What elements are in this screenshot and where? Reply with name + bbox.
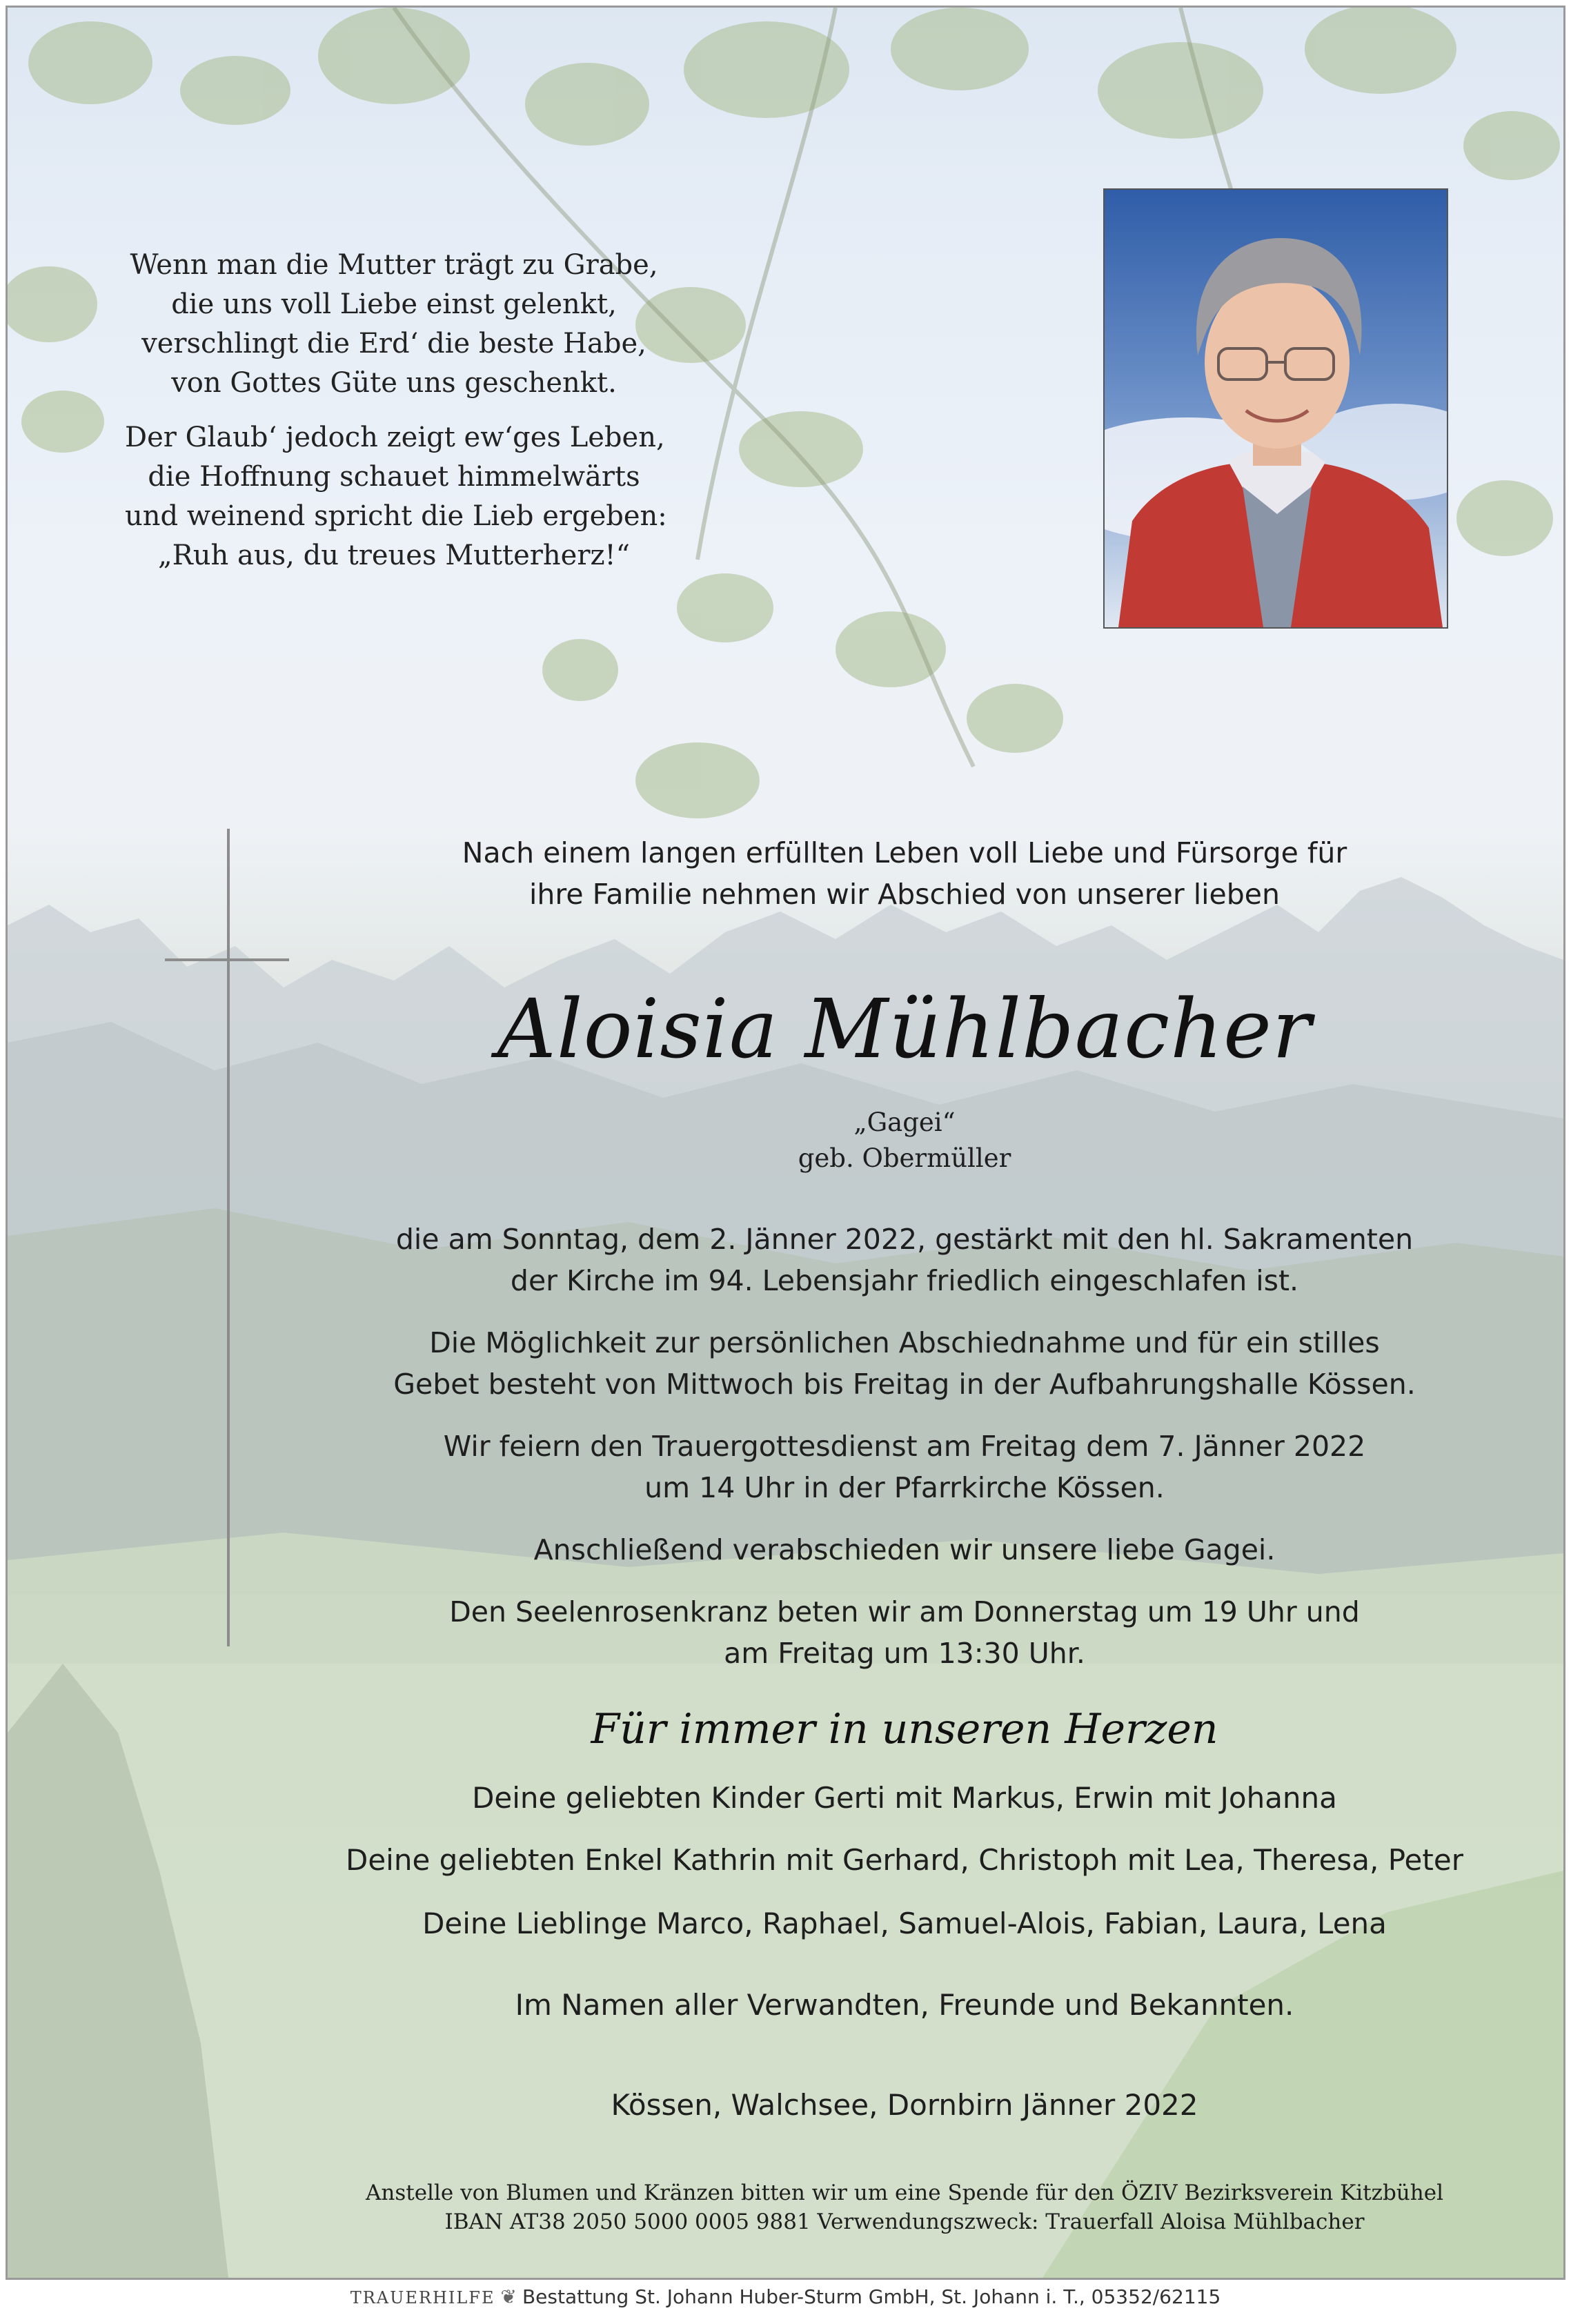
portrait-illustration bbox=[1105, 190, 1447, 627]
paragraph-line: Wir feiern den Trauergottesdienst am Freitag dem 7. Jänner 2022 bbox=[443, 1430, 1366, 1463]
donation-line: Anstelle von Blumen und Kränzen bitten wir um eine Spende für den ÖZIV Bezirksverein Kitzbühel bbox=[365, 2180, 1443, 2205]
footer-brand: TRAUERHILFE bbox=[350, 2288, 495, 2307]
birth-name: geb. Obermüller bbox=[798, 1143, 1011, 1173]
paragraph-line: Die Möglichkeit zur persönlichen Abschiednahme und für ein stilles bbox=[429, 1326, 1380, 1359]
death-paragraph bbox=[339, 1219, 1470, 1301]
donation-note bbox=[339, 2178, 1470, 2236]
on-behalf-text: Im Namen aller Verwandten, Freunde und Bekannten. bbox=[515, 1988, 1294, 2022]
name-details bbox=[339, 1105, 1470, 1176]
donation-line: IBAN AT38 2050 5000 0005 9881 Verwendungszweck: Trauerfall Aloisa Mühlbacher bbox=[444, 2209, 1365, 2234]
place-date-text: Kössen, Walchsee, Dornbirn Jänner 2022 bbox=[611, 2088, 1198, 2122]
family-list bbox=[339, 1778, 1470, 1819]
paragraph-line: die am Sonntag, dem 2. Jänner 2022, gestärkt mit den hl. Sakramenten bbox=[395, 1223, 1414, 1256]
portrait-photo bbox=[1103, 188, 1448, 629]
paragraph-line: Den Seelenrosenkranz beten wir am Donnerstag um 19 Uhr und bbox=[449, 1595, 1360, 1628]
memorial-cross bbox=[165, 829, 303, 1646]
footer-company: Bestattung St. Johann Huber-Sturm GmbH, St. Johann i. T., 05352/62115 bbox=[522, 2285, 1221, 2308]
family-children: Deine geliebten Kinder Gerti mit Markus, Erwin mit Johanna bbox=[472, 1781, 1337, 1815]
poem-line: „Ruh aus, du treues Mutterherz!“ bbox=[157, 540, 631, 571]
poem-line: die Hoffnung schauet himmelwärts bbox=[148, 461, 640, 493]
poem-line: Wenn man die Mutter trägt zu Grabe, bbox=[130, 249, 658, 281]
footer bbox=[0, 2285, 1571, 2308]
poem-line: die uns voll Liebe einst gelenkt, bbox=[171, 288, 617, 320]
place-date bbox=[339, 2085, 1470, 2126]
intro-line: Nach einem langen erfüllten Leben voll Liebe und Fürsorge für bbox=[462, 836, 1347, 869]
motto: Für immer in unseren Herzen bbox=[591, 1705, 1218, 1753]
intro-line: ihre Familie nehmen wir Abschied von unserer lieben bbox=[529, 878, 1280, 911]
poem-line: und weinend spricht die Lieb ergeben: bbox=[125, 500, 667, 532]
on-behalf bbox=[339, 1985, 1470, 2026]
poem-line: Der Glaub‘ jedoch zeigt ew‘ges Leben, bbox=[125, 422, 665, 453]
family-grandchildren: Deine geliebten Enkel Kathrin mit Gerhard, Christoph mit Lea, Theresa, Peter bbox=[346, 1843, 1463, 1877]
poem-line: von Gottes Güte uns geschenkt. bbox=[171, 367, 617, 399]
paragraph-line: Gebet besteht von Mittwoch bis Freitag in der Aufbahrungshalle Kössen. bbox=[393, 1368, 1416, 1401]
paragraph-line: der Kirche im 94. Lebensjahr friedlich eingeschlafen ist. bbox=[510, 1264, 1299, 1297]
viewing-paragraph bbox=[339, 1322, 1470, 1405]
farewell-paragraph bbox=[339, 1529, 1470, 1570]
family-favourites: Deine Lieblinge Marco, Raphael, Samuel-Alois, Fabian, Laura, Lena bbox=[422, 1907, 1387, 1940]
poem bbox=[125, 246, 667, 575]
rosary-paragraph bbox=[339, 1591, 1470, 1674]
family-favourites-row bbox=[339, 1903, 1470, 1944]
poem-line: verschlingt die Erd‘ die beste Habe, bbox=[141, 328, 646, 360]
deceased-name: Aloisia Mühlbacher bbox=[497, 981, 1312, 1076]
service-paragraph bbox=[339, 1426, 1470, 1508]
poem-stanza-2 bbox=[125, 418, 667, 575]
intro-text bbox=[339, 832, 1470, 915]
obituary-card bbox=[6, 6, 1565, 2280]
nickname: „Gagei“ bbox=[853, 1107, 956, 1137]
leaf-icon: ❦ bbox=[500, 2285, 517, 2308]
paragraph-line: Anschließend verabschieden wir unsere liebe Gagei. bbox=[533, 1533, 1276, 1566]
paragraph-line: um 14 Uhr in der Pfarrkirche Kössen. bbox=[644, 1471, 1165, 1504]
paragraph-line: am Freitag um 13:30 Uhr. bbox=[724, 1637, 1085, 1670]
poem-stanza-1 bbox=[125, 246, 663, 403]
family-grandchildren-row bbox=[339, 1840, 1470, 1881]
